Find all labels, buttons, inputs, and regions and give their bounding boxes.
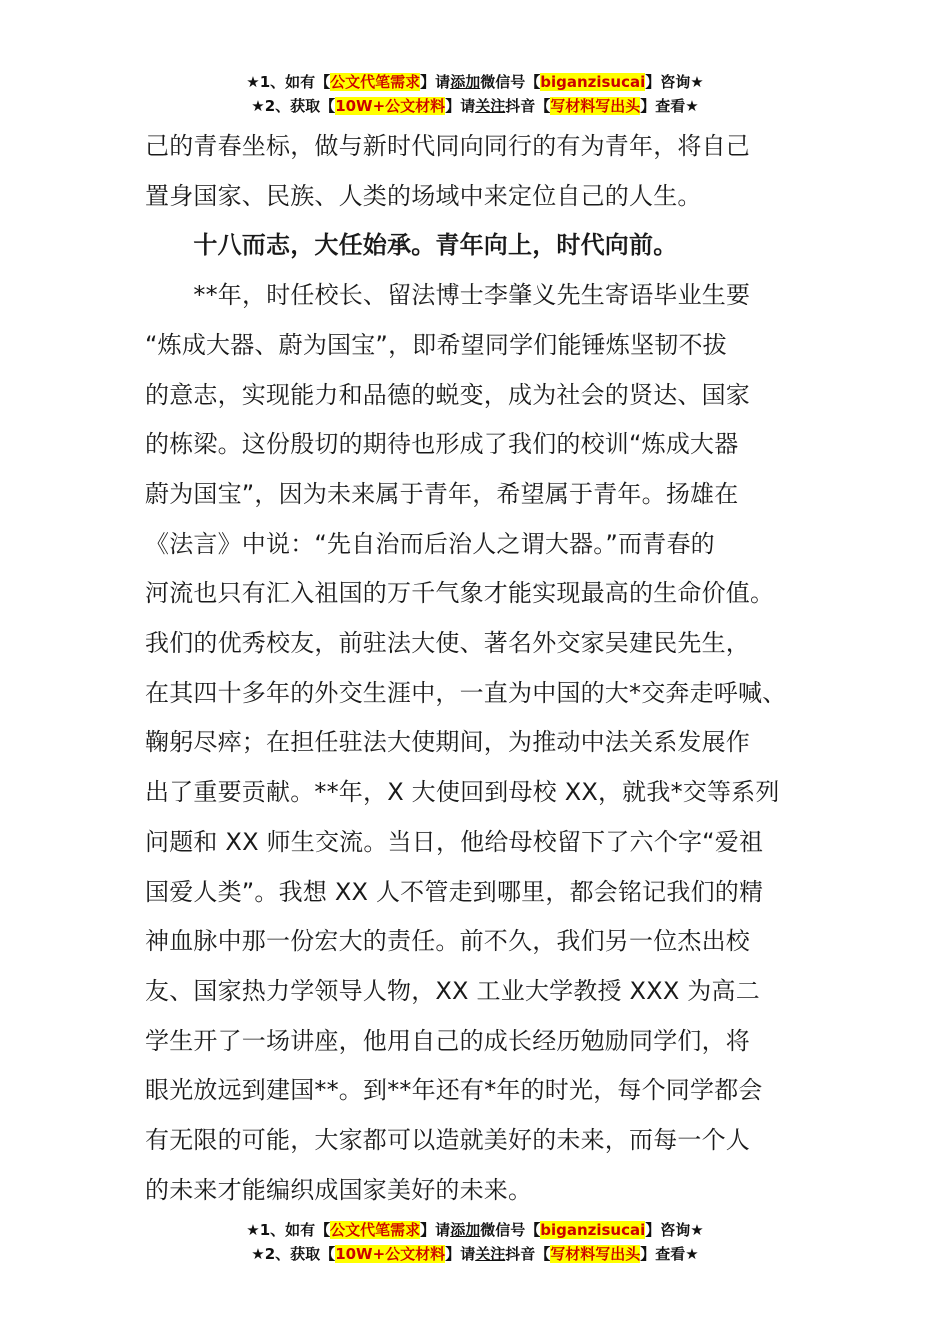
footer-highlight-service: 公文代笔需求 <box>330 1221 421 1239</box>
section-heading: 十八而志，大任始承。青年向上，时代向前。 <box>145 231 678 260</box>
footer-banner-line-2: ★2、获取【10W+公文材料】请关注抖音【写材料写出头】查看★ <box>251 1245 699 1263</box>
footer-banner-line-1: ★1、如有【公文代笔需求】请添加微信号【biganzisucai】咨询★ <box>246 1221 704 1239</box>
header-banner-line-2: ★2、获取【10W+公文材料】请关注抖音【写材料写出头】查看★ <box>251 97 699 115</box>
footer-highlight-materials: 10W+公文材料 <box>335 1245 446 1263</box>
footer-highlight-douyin: 写材料写出头 <box>550 1245 641 1263</box>
footer-banner <box>0 1218 950 1266</box>
document-body <box>145 122 810 1215</box>
footer-highlight-wechat-id: biganzisucai <box>540 1221 646 1239</box>
header-banner-line-1: ★1、如有【公文代笔需求】请添加微信号【biganzisucai】咨询★ <box>246 73 704 91</box>
paragraph-1: 己的青春坐标，做与新时代同向同行的有为青年，将自己 置身国家、民族、人类的场域中来定位自己的人生。 <box>145 132 750 210</box>
paragraph-2: **年，时任校长、留法博士李肇义先生寄语毕业生要 “炼成大器、蔚为国宝”，即希望同学们能锤炼坚韧不拔 的意志，实现能力和品德的蜕变，成为社会的贤达、国家 的栋梁。这份殷切的期待也形成了我们的校训“炼成大器 蔚为国宝”，因为未来属于青年，希望属于青年。扬雄在 《法言》中说：“先自治而后治人之谓大器。”而青春的 河流也只有汇入祖国的万千气象才能实现最高的生命价值。 我们的优秀校友，前驻法大使、著名外交家吴建民先生， 在其四十多年的外交生涯中，一直为中国的大*交奔走呼喊、 鞠躬尽瘁；在担任驻法大使期间，为推动中法关系发展作 出了重要贡献。**年，X 大使回到母校 XX，就我*交等系列 问题和 XX 师生交流。当日，他给母校留下了六个字“爱祖 国爱人类”。我想 XX 人不管走到哪里，都会铭记我们的精 神血脉中那一份宏大的责任。前不久，我们另一位杰出校 友、国家热力学领导人物，XX 工业大学教授 XXX 为高二 学生开了一场讲座，他用自己的成长经历勉励同学们，将 眼光放远到建国**。到**年还有*年的时光，每个同学都会 有无限的可能，大家都可以造就美好的未来，而每一个人 的未来才能编织成国家美好的未来。 <box>145 281 787 1204</box>
header-highlight-wechat-id: biganzisucai <box>540 73 646 91</box>
header-highlight-service: 公文代笔需求 <box>330 73 421 91</box>
header-banner <box>0 70 950 118</box>
header-highlight-materials: 10W+公文材料 <box>335 97 446 115</box>
header-highlight-douyin: 写材料写出头 <box>550 97 641 115</box>
